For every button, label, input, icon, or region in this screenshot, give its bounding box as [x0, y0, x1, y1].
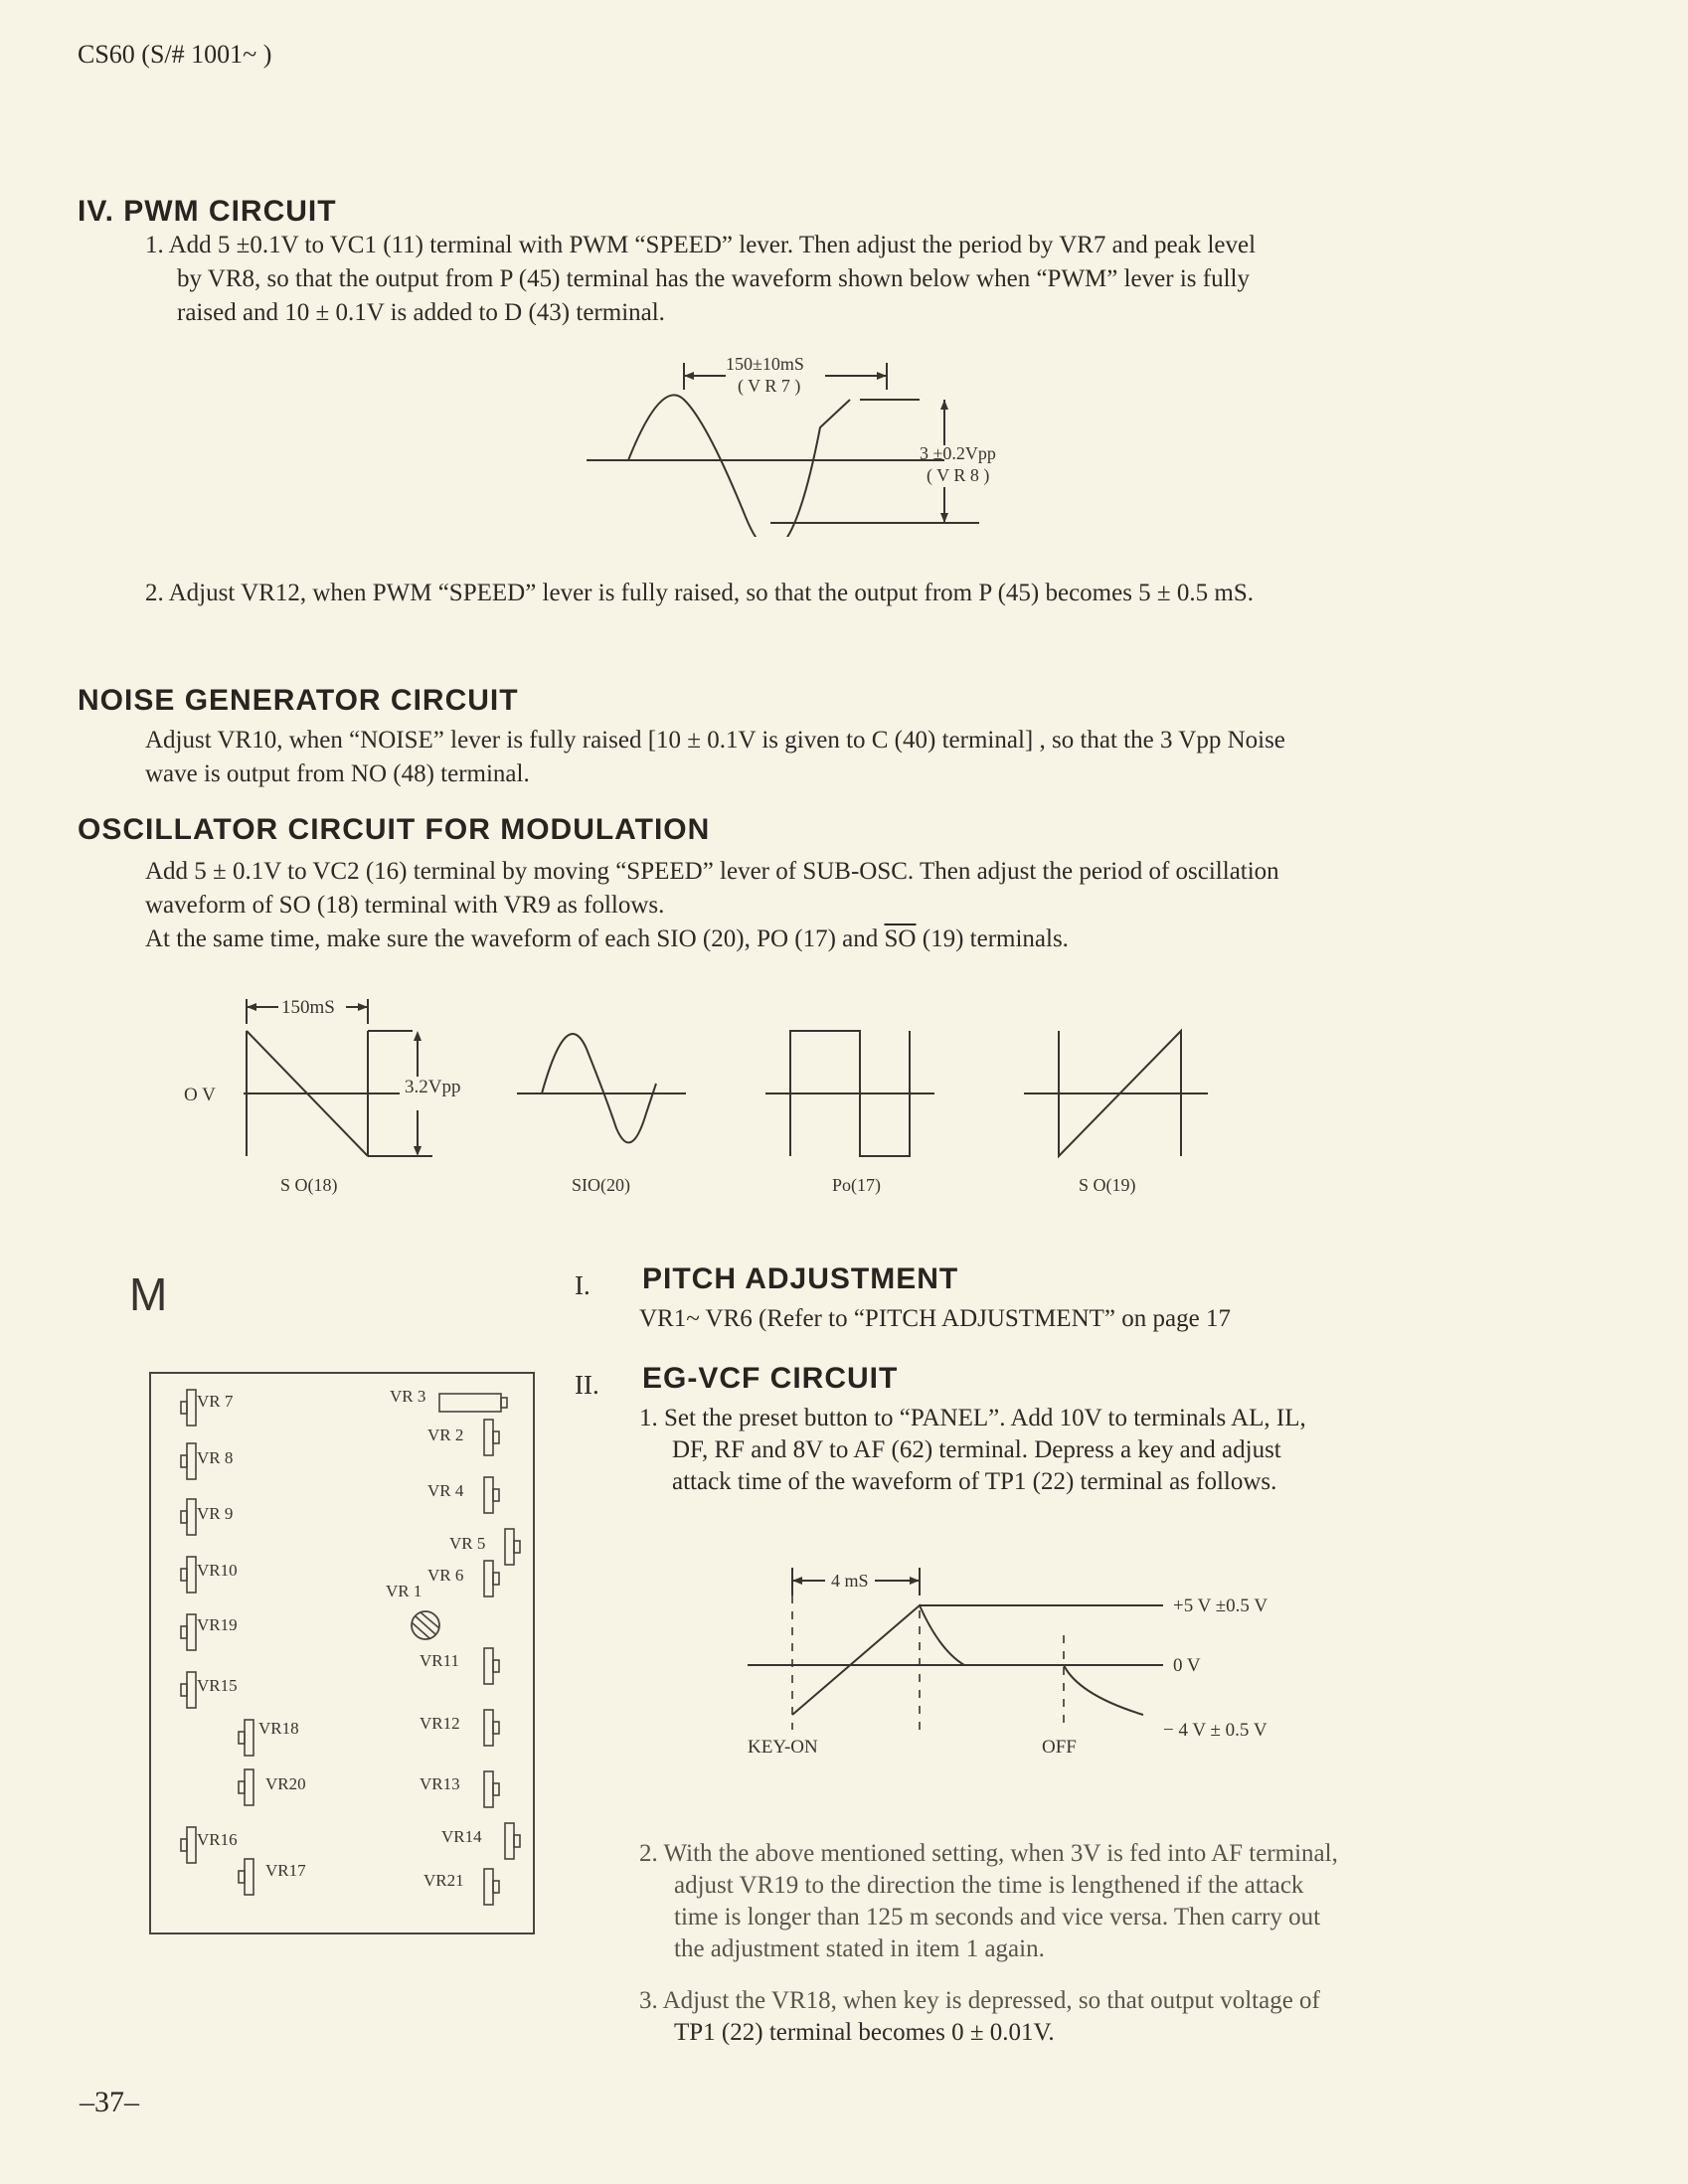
egvcf-title: EG-VCF CIRCUIT: [642, 1362, 899, 1395]
left-trimmer-icon-knob: [181, 1684, 187, 1696]
egvcf-period-label: 4 mS: [831, 1571, 869, 1591]
right-trimmer-icon-knob: [493, 1660, 499, 1672]
left-trimmer-icon-knob: [239, 1732, 245, 1744]
left-trimmer-icon: [187, 1827, 196, 1863]
left-trimmer-icon-knob: [181, 1402, 187, 1414]
right-trimmer-icon: [505, 1823, 514, 1859]
egvcf-item1-line2: DF, RF and 8V to AF (62) terminal. Depress a key and adjust: [672, 1436, 1281, 1463]
pwm-period-label: 150±10mS: [726, 354, 804, 374]
vr16-label: VR16: [197, 1830, 238, 1849]
page-header: CS60 (S/# 1001~ ): [78, 40, 272, 69]
osc-line1: Add 5 ± 0.1V to VC2 (16) terminal by moving “SPEED” lever of SUB-OSC. Then adjust the period of oscillation: [145, 858, 1279, 885]
egvcf-zero-label: 0 V: [1173, 1655, 1201, 1676]
right-trimmer-icon-knob: [493, 1431, 499, 1443]
osc-waveforms-diagram: [169, 989, 1223, 1203]
right-trimmer-icon: [484, 1869, 493, 1905]
left-trimmer-icon: [187, 1499, 196, 1535]
pwm-item2: 2. Adjust VR12, when PWM “SPEED” lever is fully raised, so that the output from P (45) becomes 5 ± 0.5 mS.: [145, 580, 1255, 606]
pwm-item1-line1: 1. Add 5 ±0.1V to VC1 (11) terminal with PWM “SPEED” lever. Then adjust the period by VR7 and peak level: [145, 232, 1257, 258]
vr18-label: VR18: [258, 1719, 299, 1738]
egvcf-envelope-diagram: [736, 1556, 1332, 1774]
pwm-item1-line3: raised and 10 ± 0.1V is added to D (43) terminal.: [177, 299, 665, 326]
egvcf-item1-line1: 1. Set the preset button to “PANEL”. Add 10V to terminals AL, IL,: [639, 1405, 1306, 1431]
right-trimmer-icon: [484, 1710, 493, 1746]
vr7-label: VR 7: [197, 1392, 234, 1411]
left-trimmer-icon: [245, 1720, 253, 1756]
board-layout: [149, 1372, 537, 1936]
egvcf-minus-label: − 4 V ± 0.5 V: [1163, 1720, 1267, 1741]
right-trimmer-icon-knob: [493, 1722, 499, 1734]
noise-title: NOISE GENERATOR CIRCUIT: [78, 684, 519, 717]
egvcf-num: II.: [575, 1370, 599, 1400]
left-trimmer-icon: [245, 1859, 253, 1895]
pwm-period-vr: ( V R 7 ): [738, 376, 801, 396]
left-trimmer-icon: [187, 1557, 196, 1593]
so18-label: S O(18): [280, 1175, 338, 1195]
vr4-label: VR 4: [427, 1481, 464, 1500]
pitch-text: VR1~ VR6 (Refer to “PITCH ADJUSTMENT” on page 17: [639, 1305, 1231, 1332]
vr15-label: VR15: [197, 1676, 238, 1695]
right-trimmer-icon: [505, 1529, 514, 1565]
vr9-label: VR 9: [197, 1504, 234, 1523]
page-number: –37–: [80, 2086, 139, 2118]
right-trimmer-icon: [484, 1771, 493, 1807]
osc-zero-label: O V: [184, 1085, 216, 1105]
left-trimmer-icon-knob: [181, 1839, 187, 1851]
osc-line3-start: At the same time, make sure the waveform of each SIO (20), PO (17) and: [145, 925, 879, 952]
vr17-label: VR17: [265, 1861, 306, 1880]
right-trimmer-icon-knob: [493, 1881, 499, 1893]
right-trimmer-icon-knob: [493, 1783, 499, 1795]
vr12-label: VR12: [420, 1714, 460, 1733]
pitch-title: PITCH ADJUSTMENT: [642, 1262, 959, 1295]
vr13-label: VR13: [420, 1774, 460, 1793]
left-trimmer-icon: [187, 1443, 196, 1479]
vr1-label: VR 1: [386, 1582, 422, 1600]
pwm-amp-vr: ( V R 8 ): [927, 465, 990, 485]
sio20-label: SIO(20): [572, 1175, 630, 1195]
egvcf-item2-line4: the adjustment stated in item 1 again.: [674, 1935, 1045, 1962]
egvcf-item2-line1: 2. With the above mentioned setting, when 3V is fed into AF terminal,: [639, 1840, 1338, 1867]
vr2-label: VR 2: [427, 1426, 464, 1444]
vr3-label: VR 3: [390, 1387, 426, 1406]
section-m-label: M: [129, 1268, 168, 1320]
so19-label: S O(19): [1079, 1175, 1136, 1195]
noise-line2: wave is output from NO (48) terminal.: [145, 760, 530, 787]
left-trimmer-icon-knob: [181, 1455, 187, 1467]
vr19-label: VR19: [197, 1615, 238, 1634]
right-trimmer-icon-knob: [493, 1489, 499, 1501]
left-trimmer-icon-knob: [181, 1511, 187, 1523]
vr11-label: VR11: [420, 1651, 459, 1670]
left-trimmer-icon: [187, 1614, 196, 1650]
pwm-waveform-diagram: [577, 348, 1074, 537]
egvcf-item2-line3: time is longer than 125 m seconds and vice versa. Then carry out: [674, 1904, 1321, 1931]
right-trimmer-icon-knob: [514, 1541, 520, 1553]
egvcf-item2-line2: adjust VR19 to the direction the time is lengthened if the attack: [674, 1872, 1304, 1899]
noise-line1: Adjust VR10, when “NOISE” lever is fully raised [10 ± 0.1V is given to C (40) terminal] , so that the 3 Vpp Noise: [145, 727, 1285, 754]
pitch-num: I.: [575, 1270, 591, 1300]
egvcf-item3-line2: TP1 (22) terminal becomes 0 ± 0.01V.: [674, 2019, 1055, 2046]
vr5-label: VR 5: [449, 1534, 486, 1553]
osc-period-label: 150mS: [281, 997, 335, 1018]
right-trimmer-icon: [484, 1648, 493, 1684]
vr6-label: VR 6: [427, 1566, 464, 1585]
vr10-label: VR10: [197, 1561, 238, 1580]
egvcf-envelope-curve: [792, 1605, 1143, 1715]
pwm-item1-line2: by VR8, so that the output from P (45) terminal has the waveform shown below when “PWM” lever is fully: [177, 265, 1250, 292]
osc-line2: waveform of SO (18) terminal with VR9 as follows.: [145, 892, 665, 919]
left-trimmer-icon-knob: [239, 1781, 245, 1793]
right-trimmer-icon-knob: [493, 1573, 499, 1585]
egvcf-off-label: OFF: [1042, 1737, 1077, 1758]
right-trimmer-icon: [484, 1420, 493, 1455]
egvcf-keyon-label: KEY-ON: [748, 1737, 818, 1758]
egvcf-item3-line1: 3. Adjust the VR18, when key is depressed, so that output voltage of: [639, 1987, 1320, 2014]
left-trimmer-icon-knob: [239, 1871, 245, 1883]
egvcf-plus-label: +5 V ±0.5 V: [1173, 1596, 1268, 1616]
left-trimmer-icon-knob: [181, 1626, 187, 1638]
egvcf-item1-line3: attack time of the waveform of TP1 (22) terminal as follows.: [672, 1468, 1277, 1495]
sio20-sine: [542, 1034, 656, 1142]
pwm-amp-label: 3 ±0.2Vpp: [920, 443, 996, 463]
osc-line3-end: (19) terminals.: [916, 925, 1069, 952]
left-trimmer-icon: [187, 1390, 196, 1426]
right-trimmer-icon-knob: [514, 1835, 520, 1847]
vr20-label: VR20: [265, 1774, 306, 1793]
right-trimmer-icon: [484, 1477, 493, 1513]
left-trimmer-icon-knob: [181, 1569, 187, 1581]
osc-line3: [145, 923, 1069, 956]
po17-label: Po(17): [832, 1175, 881, 1195]
left-trimmer-icon: [187, 1672, 196, 1708]
osc-amp-label: 3.2Vpp: [405, 1077, 461, 1097]
pwm-sine-wave: [628, 395, 850, 537]
pwm-title: IV. PWM CIRCUIT: [78, 195, 337, 228]
vr21-label: VR21: [423, 1871, 464, 1890]
vr8-label: VR 8: [197, 1448, 234, 1467]
vr14-label: VR14: [441, 1827, 482, 1846]
osc-line3-so: $\overline{SO}$: [884, 925, 917, 952]
right-trimmer-icon: [484, 1561, 493, 1596]
left-trimmer-icon: [245, 1769, 253, 1805]
osc-title: OSCILLATOR CIRCUIT FOR MODULATION: [78, 813, 711, 846]
